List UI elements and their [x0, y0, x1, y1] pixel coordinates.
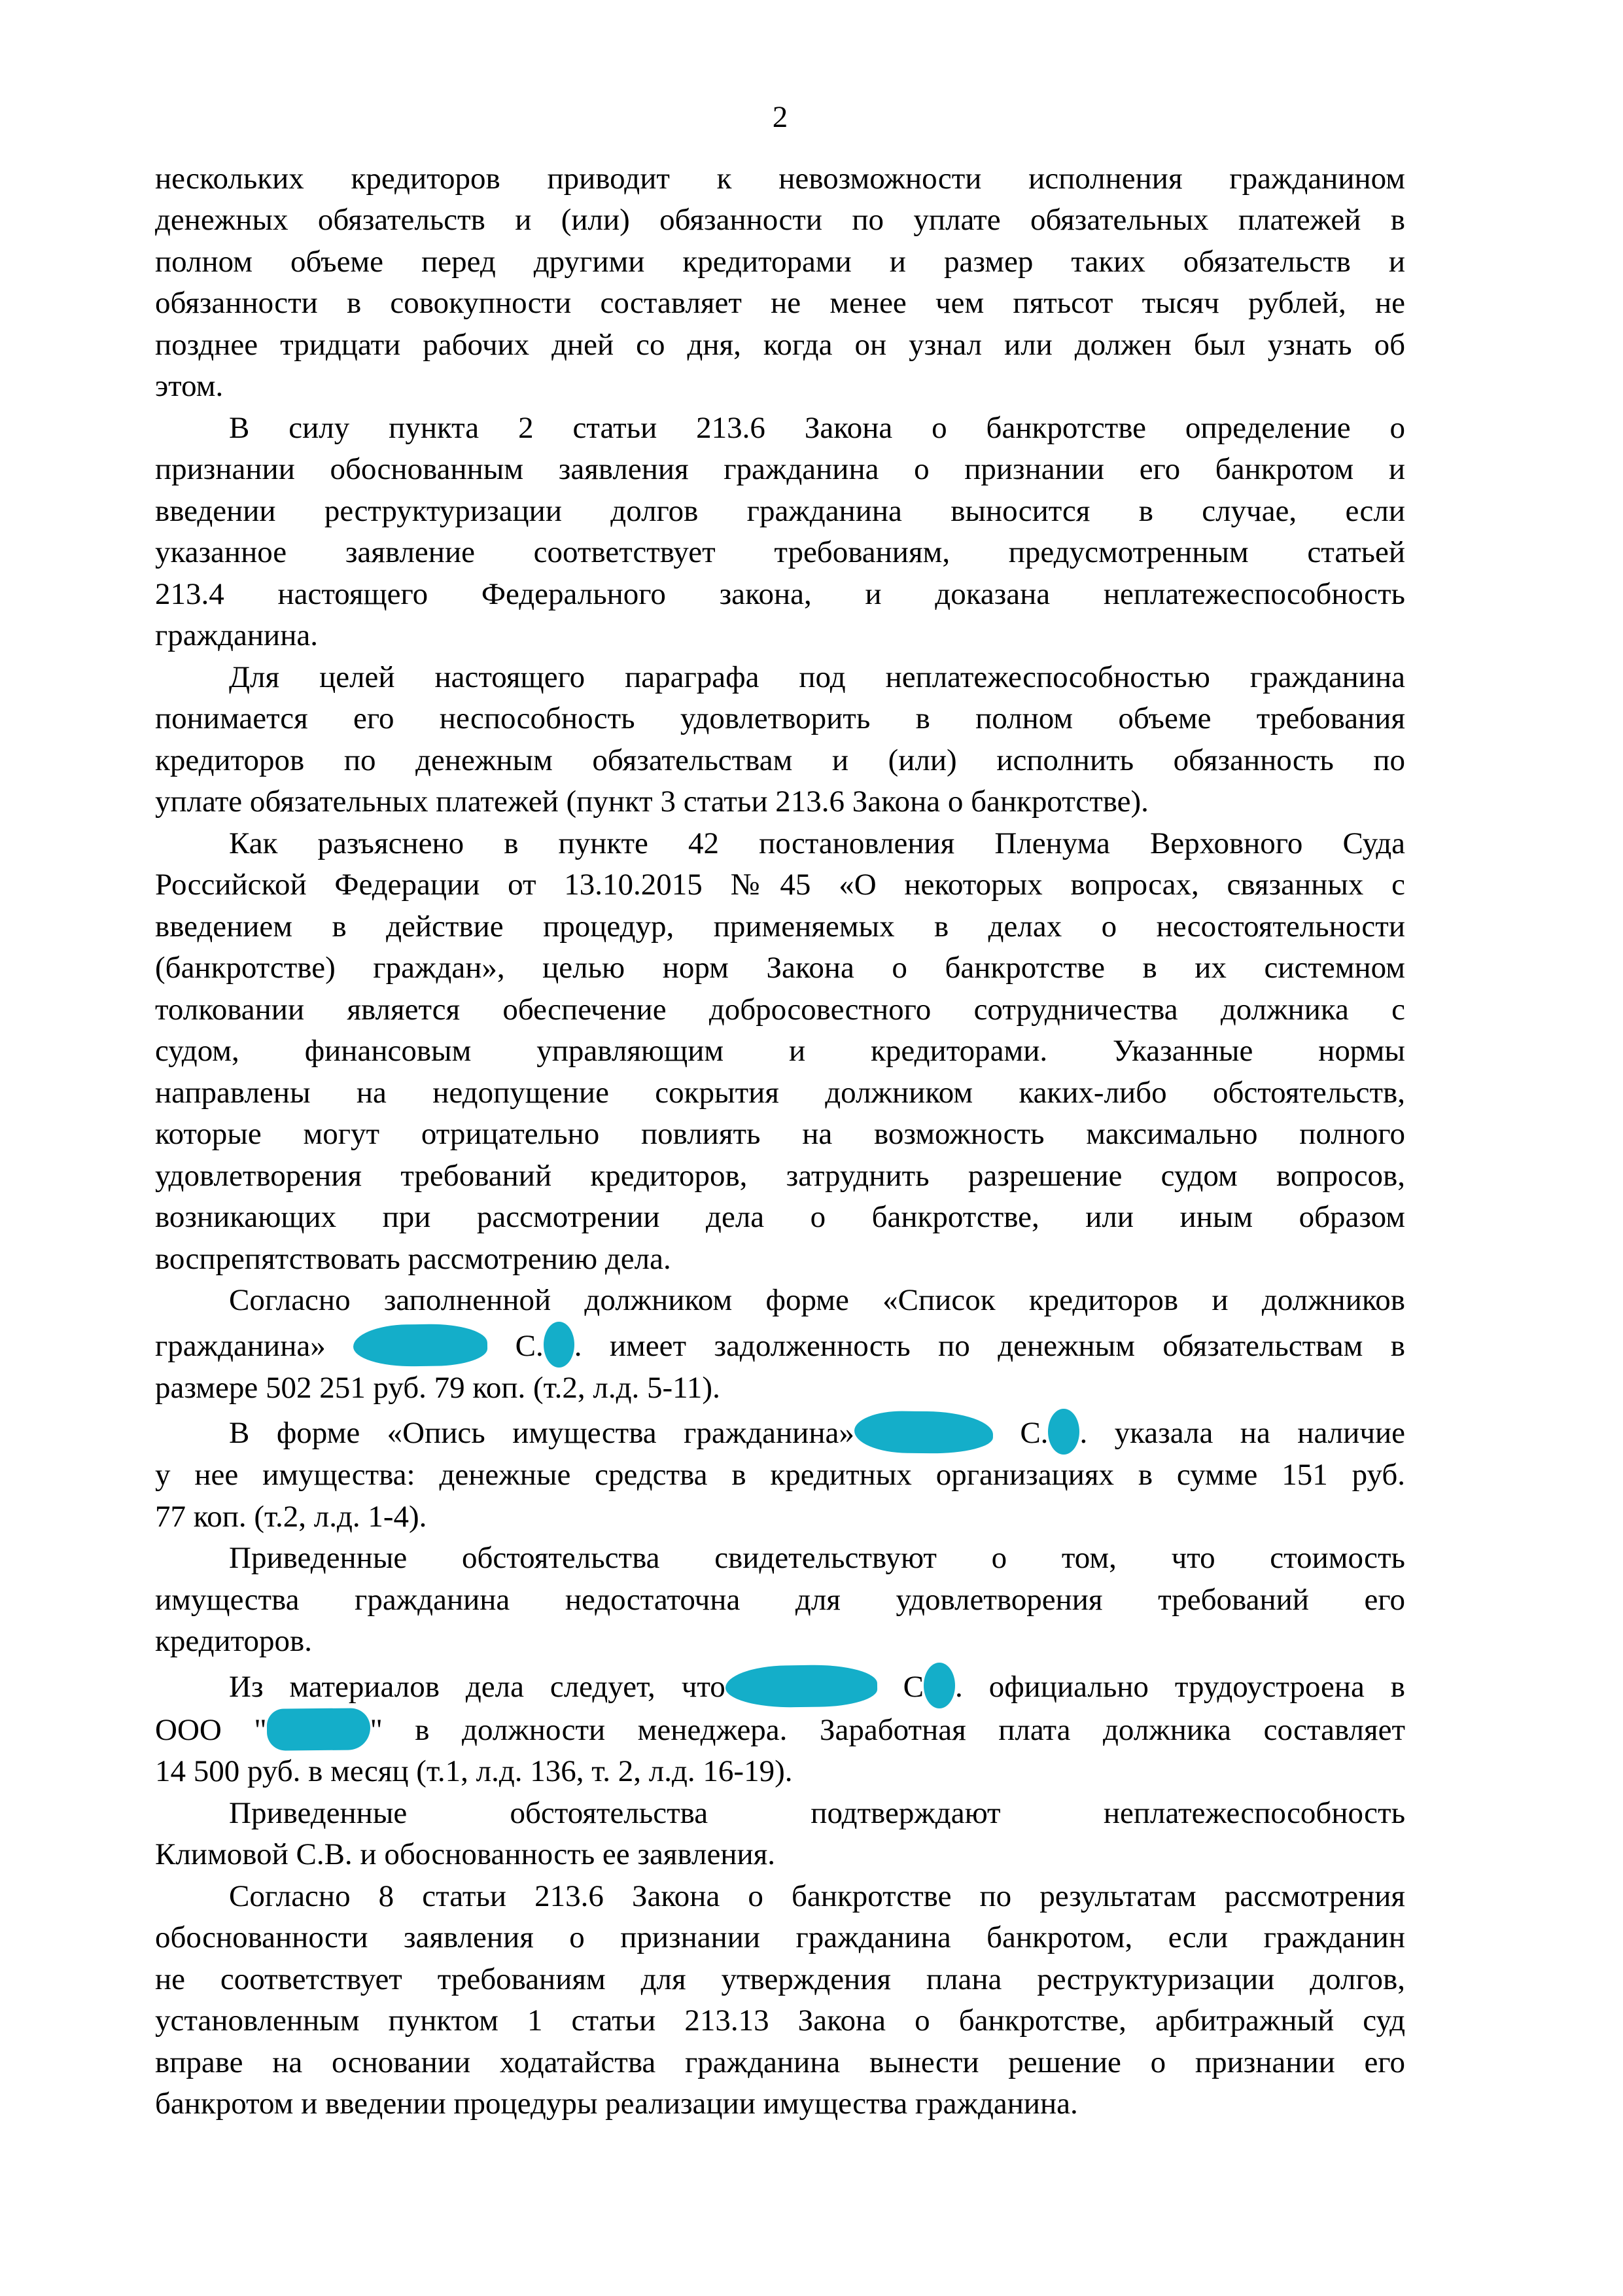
- text-line: этом.: [155, 369, 224, 403]
- text-line: указанное заявление соответствует требованиям, предусмотренным статьей: [155, 535, 1405, 569]
- redaction-blob: [725, 1664, 877, 1708]
- text-line: позднее тридцати рабочих дней со дня, когда он узнал или должен был узнать об: [155, 327, 1405, 362]
- paragraph-5: [155, 1280, 1405, 1409]
- text-line: Как разъяснено в пункте 42 постановления Пленума Верховного Суда: [229, 826, 1405, 860]
- text-line: гражданина.: [155, 618, 318, 652]
- redaction-blob: [854, 1411, 994, 1454]
- text-line: ООО " " в должности менеджера. Заработная плата должника составляет: [155, 1708, 1405, 1752]
- paragraph-6: [155, 1409, 1405, 1538]
- text-line: нескольких кредиторов приводит к невозможности исполнения гражданином: [155, 161, 1405, 196]
- text-line: Согласно заполненной должником форме «Список кредиторов и должников: [229, 1283, 1405, 1317]
- text-line: понимается его неспособность удовлетворить в полном объеме требования: [155, 701, 1405, 735]
- text-line: Согласно 8 статьи 213.6 Закона о банкротстве по результатам рассмотрения: [229, 1879, 1405, 1913]
- text-line: 77 коп. (т.2, л.д. 1-4).: [155, 1499, 427, 1534]
- text-line: полном объеме перед другими кредиторами и размер таких обязательств и: [155, 244, 1405, 279]
- text-line: не соответствует требованиям для утверждения плана реструктуризации долгов,: [155, 1962, 1405, 1996]
- text-line: введении реструктуризации долгов гражданина выносится в случае, если: [155, 493, 1405, 528]
- text-line: В форме «Опись имущества гражданина» С. . указала на наличие: [155, 1409, 1405, 1455]
- text-line: Приведенные обстоятельства подтверждают неплатежеспособность: [229, 1795, 1405, 1830]
- document-body-text: [155, 158, 1405, 2125]
- paragraph-9: [155, 1793, 1405, 1876]
- text-line: (банкротстве) граждан», целью норм Закона о банкротстве в их системном: [155, 951, 1405, 985]
- text-line: возникающих при рассмотрении дела о банкротстве, или иным образом: [155, 1200, 1405, 1234]
- text-line: признании обоснованным заявления гражданина о признании его банкротом и: [155, 452, 1405, 486]
- text-line: направлены на недопущение сокрытия должником каких-либо обстоятельств,: [155, 1075, 1405, 1110]
- paragraph-4: [155, 823, 1405, 1280]
- text-line: обоснованности заявления о признании гражданина банкротом, если гражданин: [155, 1920, 1405, 1954]
- redaction-oval: [544, 1322, 574, 1368]
- text-line: обязанности в совокупности составляет не менее чем пятьсот тысяч рублей, не: [155, 286, 1405, 320]
- redaction-blob: [266, 1708, 370, 1750]
- paragraph-3: [155, 657, 1405, 823]
- text-line: Приведенные обстоятельства свидетельствуют о том, что стоимость: [229, 1541, 1405, 1575]
- paragraph-7: [155, 1538, 1405, 1663]
- text-line: установленным пунктом 1 статьи 213.13 Закона о банкротстве, арбитражный суд: [155, 2004, 1405, 2038]
- text-line: удовлетворения требований кредиторов, затруднить разрешение судом вопросов,: [155, 1158, 1405, 1193]
- text-line: размере 502 251 руб. 79 коп. (т.2, л.д. 5-11).: [155, 1370, 720, 1405]
- text-line: уплате обязательных платежей (пункт 3 статьи 213.6 Закона о банкротстве).: [155, 785, 1149, 819]
- text-line: вправе на основании ходатайства гражданина вынести решение о признании его: [155, 2045, 1405, 2079]
- text-line: 14 500 руб. в месяц (т.1, л.д. 136, т. 2, л.д. 16-19).: [155, 1754, 793, 1788]
- paragraph-1: [155, 158, 1405, 408]
- text-line: введением в действие процедур, применяемых в делах о несостоятельности: [155, 909, 1405, 944]
- redaction-oval: [924, 1663, 955, 1708]
- redaction-blob: [353, 1323, 488, 1367]
- text-line: В силу пункта 2 статьи 213.6 Закона о банкротстве определение о: [229, 410, 1405, 445]
- text-line: 213.4 настоящего Федерального закона, и доказана неплатежеспособность: [155, 576, 1405, 611]
- text-line: толковании является обеспечение добросовестного сотрудничества должника с: [155, 992, 1405, 1027]
- redaction-oval: [1048, 1409, 1079, 1455]
- text-line: Для целей настоящего параграфа под неплатежеспособностью гражданина: [229, 660, 1405, 694]
- text-line: Российской Федерации от 13.10.2015 №45 «О некоторых вопросах, связанных с: [155, 868, 1405, 902]
- text-line: кредиторов.: [155, 1624, 313, 1658]
- text-line: которые могут отрицательно повлиять на возможность максимально полного: [155, 1117, 1405, 1151]
- text-line: судом, финансовым управляющим и кредиторами. Указанные нормы: [155, 1034, 1405, 1068]
- text-line: кредиторов по денежным обязательствам и (или) исполнить обязанность по: [155, 743, 1405, 777]
- page-number: 2: [772, 100, 788, 134]
- paragraph-10: [155, 1876, 1405, 2125]
- text-line: воспрепятствовать рассмотрению дела.: [155, 1241, 671, 1276]
- text-line: банкротом и введении процедуры реализации имущества гражданина.: [155, 2087, 1078, 2121]
- text-line: Из материалов дела следует, что С . официально трудоустроена в: [155, 1663, 1405, 1708]
- text-line: денежных обязательств и (или) обязанности по уплате обязательных платежей в: [155, 203, 1405, 237]
- paragraph-2: [155, 408, 1405, 657]
- text-line: гражданина» С. . имеет задолженность по денежным обязательствам в: [155, 1322, 1405, 1368]
- paragraph-8: [155, 1663, 1405, 1793]
- page-content: [155, 97, 1405, 2125]
- text-line: у нее имущества: денежные средства в кредитных организациях в сумме 151 руб.: [155, 1458, 1405, 1492]
- text-line: имущества гражданина недостаточна для удовлетворения требований его: [155, 1582, 1405, 1617]
- text-line: Климовой С.В. и обоснованность ее заявления.: [155, 1837, 775, 1871]
